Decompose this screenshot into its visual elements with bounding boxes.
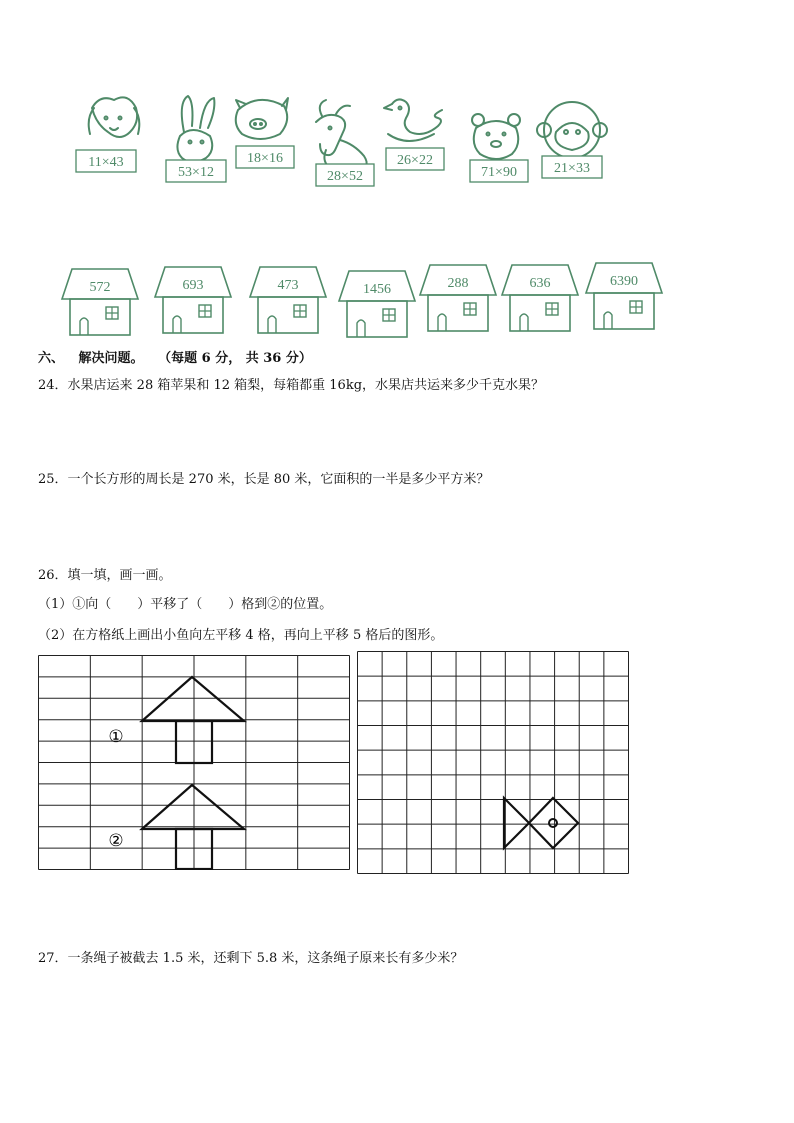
house-label: 693 [182, 278, 204, 293]
house-icon [250, 267, 326, 333]
house-label: 288 [447, 276, 469, 291]
pig-icon [236, 98, 288, 139]
house-icon [62, 269, 138, 335]
question-25: 25．一个长方形的周长是 270 米，长是 80 米，它面积的一半是多少平方米？ [38, 472, 490, 487]
house-icon [420, 265, 496, 331]
animal-sign-duck: 26×22 [397, 153, 433, 168]
rabbit-icon [177, 96, 214, 162]
left-grid [38, 655, 350, 870]
animal-sign-monkey: 21×33 [554, 161, 590, 176]
animal-sign-rabbit: 53×12 [178, 165, 214, 180]
left-grid-figure [38, 655, 350, 870]
question-26-part-1: （1）①向（ ）平移了（ ）格到②的位置。 [38, 597, 333, 612]
house-label: 6390 [610, 274, 638, 289]
house-icon [502, 265, 578, 331]
grid-lines [358, 652, 629, 874]
question-26: 26．填一填，画一画。 [38, 568, 172, 583]
house-icon [155, 267, 231, 333]
animal-row [0, 0, 794, 200]
animal-sign-goat: 28×52 [327, 169, 363, 184]
house-label: 572 [89, 280, 111, 295]
right-grid-figure [357, 651, 629, 874]
section-title: 解决问题。 [78, 351, 144, 366]
house-label: 473 [277, 278, 299, 293]
animal-sign-bear: 71×90 [481, 165, 517, 180]
section-score: （每题 6 分， 共 36 分） [158, 351, 312, 366]
section-heading [38, 347, 312, 366]
question-26-part-2: （2）在方格纸上画出小鱼向左平移 4 格，再向上平移 5 格后的图形。 [38, 628, 444, 643]
duck-icon [384, 99, 442, 141]
shape-1-label: ① [108, 727, 124, 747]
fish-shape [504, 798, 578, 848]
monkey-icon [537, 102, 607, 158]
house-illustrations [0, 255, 794, 330]
animal-sign-dog: 11×43 [88, 155, 124, 170]
fish-eye [549, 819, 557, 827]
right-grid [357, 651, 629, 874]
bear-icon [472, 114, 520, 159]
goat-icon [316, 100, 367, 166]
animal-sign-pig: 18×16 [247, 151, 283, 166]
house-icon [586, 263, 662, 329]
shape-2-label: ② [108, 831, 124, 851]
house-label: 636 [529, 276, 551, 291]
section-number: 六、 [38, 351, 65, 366]
house-icon [339, 271, 415, 337]
question-27: 27．一条绳子被截去 1.5 米，还剩下 5.8 米，这条绳子原来长有多少米？ [38, 951, 464, 966]
animal-illustrations [0, 0, 794, 200]
dog-icon [89, 97, 140, 137]
question-24: 24．水果店运来 28 箱苹果和 12 箱梨，每箱都重 16kg，水果店共运来多少千克水果？ [38, 378, 545, 393]
shape-1-arrow [142, 677, 244, 763]
house-label: 1456 [363, 282, 391, 297]
house-row [0, 255, 794, 330]
